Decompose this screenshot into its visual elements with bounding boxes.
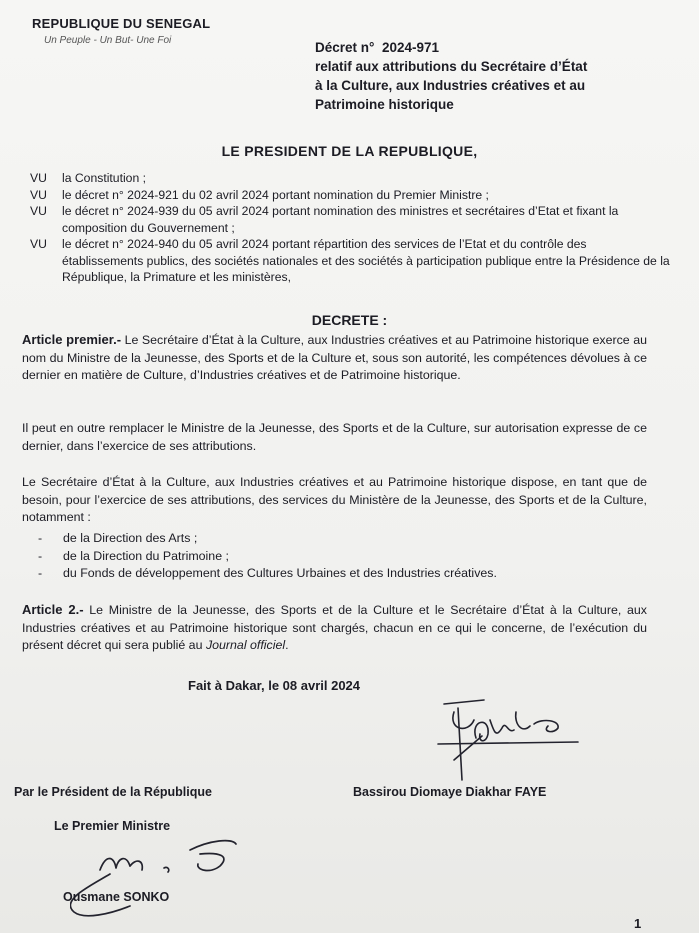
- article-2-text: Le Ministre de la Jeunesse, des Sports et de la Culture et le Secrétaire d’État à la Culture, aux Industries créatives et au Patrimoine historique sont chargés, chacun en ce qui le concerne, de l’exécution du présent décret qui sera publié au: [22, 603, 647, 652]
- vu-key: VU: [30, 204, 47, 218]
- vu-text: le décret n° 2024-939 du 05 avril 2024 portant nomination des ministres et secrétaires d’Etat et fixant la composition du Gouvernement ;: [62, 204, 619, 235]
- article-1-label: Article premier.-: [22, 332, 122, 347]
- national-motto: Un Peuple - Un But- Une Foi: [44, 35, 172, 46]
- bullet-dash: -: [38, 566, 43, 580]
- decree-title-block: [315, 38, 587, 114]
- vu-item: [30, 203, 670, 236]
- president-signature: [418, 690, 588, 790]
- paragraph-2: Il peut en outre remplacer le Ministre de la Jeunesse, des Sports et de la Culture, sur autorisation expresse de ce dernier, dans l’exercice de ses attributions.: [22, 421, 647, 453]
- list-item-text: de la Direction du Patrimoine ;: [63, 548, 229, 563]
- article-2-end: .: [285, 638, 289, 652]
- considerations-list: [30, 170, 670, 286]
- article-1-text: Le Secrétaire d’État à la Culture, aux Industries créatives et au Patrimoine historique exerce au nom du Ministre de la Jeunesse, des Sports et de la Culture et, sous son autorité, les compétences dévolues à ce dernier en matière de Culture, d’Industries créatives et de Patrimoine historique.: [22, 333, 647, 382]
- decree-number-line: [315, 38, 587, 57]
- vu-text: le décret n° 2024-940 du 05 avril 2024 portant répartition des services de l’Etat et du contrôle des établissements publics, des sociétés nationales et des sociétés à participation publique entre la Présidence de la République, la Primature et les ministères,: [62, 237, 670, 284]
- services-list: [38, 530, 497, 583]
- decree-title-line: à la Culture, aux Industries créatives et au: [315, 78, 586, 93]
- vu-text: le décret n° 2024-921 du 02 avril 2024 portant nomination du Premier Ministre ;: [62, 187, 489, 202]
- list-item: [38, 565, 497, 583]
- country-header: REPUBLIQUE DU SENEGAL: [32, 16, 211, 31]
- place-date: Fait à Dakar, le 08 avril 2024: [188, 678, 361, 693]
- journal-name: Journal officiel: [205, 638, 286, 652]
- president-name: Bassirou Diomaye Diakhar FAYE: [353, 785, 547, 799]
- decree-title-line: Patrimoine historique: [315, 97, 454, 112]
- prime-minister-signature: [70, 830, 260, 920]
- president-heading: LE PRESIDENT DE LA REPUBLIQUE,: [221, 143, 478, 159]
- list-item-text: de la Direction des Arts ;: [63, 531, 198, 545]
- article-2-label: Article 2.-: [22, 602, 84, 617]
- list-item: [38, 548, 497, 566]
- list-item: [38, 530, 497, 548]
- page-number: 1: [634, 916, 642, 931]
- vu-item: [30, 170, 670, 187]
- vu-item: [30, 187, 670, 204]
- bullet-dash: -: [38, 548, 43, 563]
- bullet-dash: -: [38, 531, 43, 545]
- vu-key: VU: [30, 171, 47, 185]
- article-2: [22, 601, 647, 655]
- decree-label: Décret n°: [315, 40, 375, 55]
- list-item-text: du Fonds de développement des Cultures Urbaines et des Industries créatives.: [63, 566, 497, 580]
- decree-number: 2024-971: [381, 40, 439, 55]
- by-president-label: Par le Président de la République: [14, 785, 212, 799]
- vu-item: [30, 236, 670, 286]
- prime-minister-title: Le Premier Ministre: [54, 819, 171, 833]
- paragraph-3: Le Secrétaire d’État à la Culture, aux Industries créatives et au Patrimoine historique dispose, en tant que de besoin, pour l’exercice de ses attributions, des services du Ministère de la Jeunesse, des Sports et de la Culture, notamment :: [22, 475, 647, 524]
- decrete-heading: DECRETE :: [311, 312, 388, 328]
- article-1: [22, 331, 647, 385]
- vu-key: VU: [30, 187, 47, 202]
- decree-title-line: relatif aux attributions du Secrétaire d’État: [315, 59, 588, 74]
- vu-text: la Constitution ;: [62, 171, 147, 185]
- vu-key: VU: [30, 237, 47, 251]
- prime-minister-name: Ousmane SONKO: [63, 890, 170, 904]
